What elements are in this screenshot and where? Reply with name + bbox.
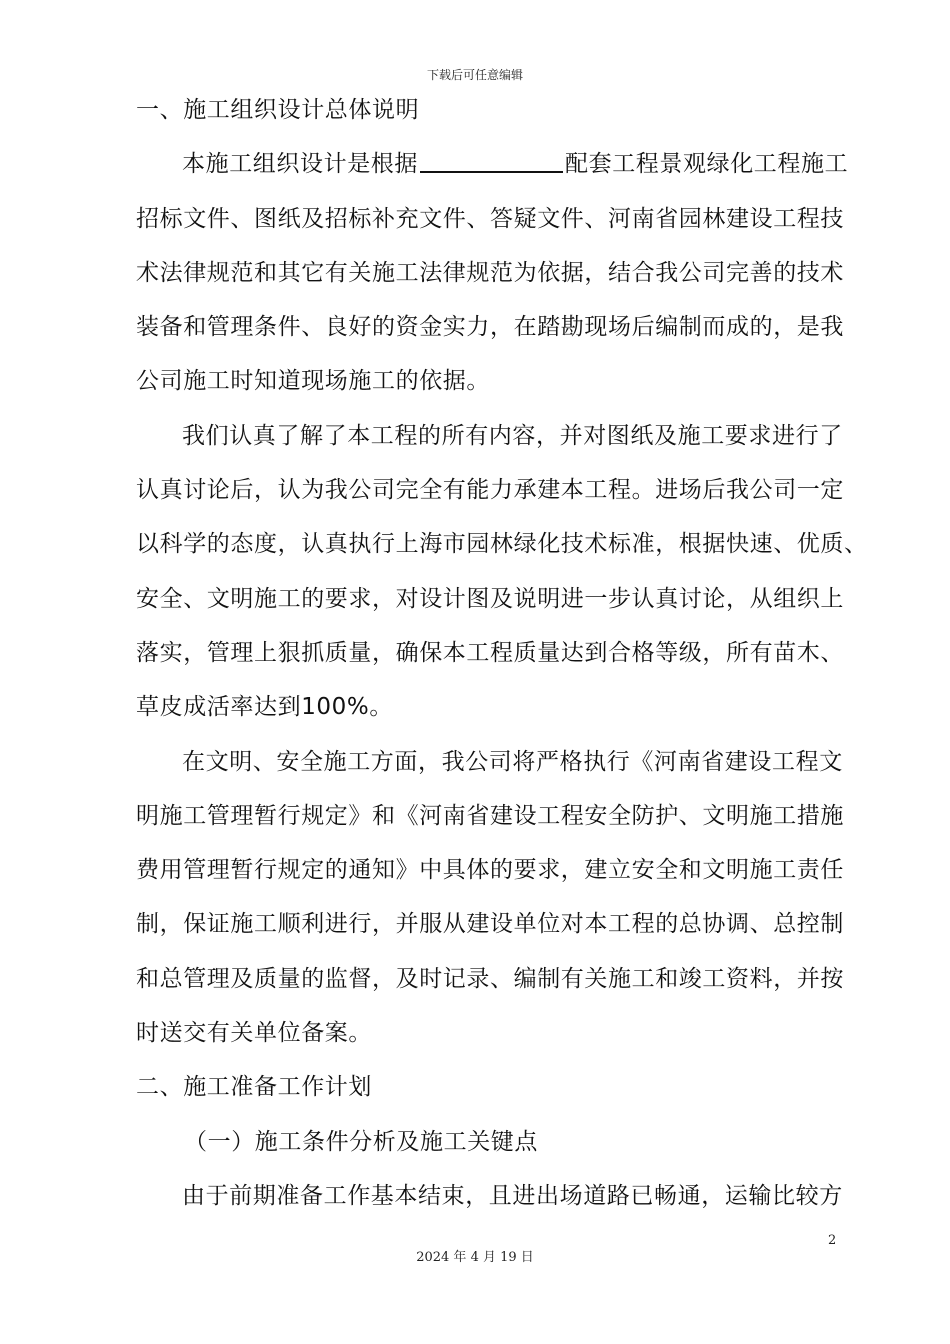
page-number: 2: [828, 1233, 837, 1248]
paragraph-line: 费用管理暂行规定的通知》中具体的要求，建立安全和文明施工责任: [136, 857, 844, 884]
paragraph-line: 和总管理及质量的监督，及时记录、编制有关施工和竣工资料，并按: [136, 965, 844, 992]
paragraph-line: 以科学的态度，认真执行上海市园林绿化技术标准，根据快速、优质、: [136, 531, 868, 558]
paragraph-line: 在文明、安全施工方面，我公司将严格执行《河南省建设工程文: [182, 748, 843, 775]
document-body: [136, 83, 868, 1223]
paragraph-line: [136, 137, 850, 191]
paragraph-line: 招标文件、图纸及招标补充文件、答疑文件、河南省园林建设工程技: [136, 205, 844, 232]
subsection-heading: （一）施工条件分析及施工关键点: [184, 1128, 538, 1155]
paragraph-line: 装备和管理条件、良好的资金实力，在踏勘现场后编制而成的，是我: [136, 314, 844, 341]
paragraph-line: 草皮成活率达到100%。: [136, 694, 393, 721]
fill-in-blank: [420, 145, 563, 173]
section-heading-2: 二、施工准备工作计划: [136, 1074, 372, 1101]
paragraph-line: 制，保证施工顺利进行，并服从建设单位对本工程的总协调、总控制: [136, 911, 844, 938]
paragraph-line: 落实，管理上狠抓质量，确保本工程质量达到合格等级，所有苗木、: [136, 639, 844, 666]
paragraph-line: 我们认真了解了本工程的所有内容，并对图纸及施工要求进行了: [182, 422, 843, 449]
paragraph-line: 由于前期准备工作基本结束，且进出场道路已畅通，运输比较方: [182, 1182, 843, 1209]
header-note: 下载后可任意编辑: [426, 68, 523, 82]
paragraph-text: 本施工组织设计是根据: [182, 151, 418, 178]
footer-date: 2024 年 4 月 19 日: [416, 1250, 534, 1265]
section-heading-1: 一、施工组织设计总体说明: [136, 97, 420, 123]
paragraph-line: 术法律规范和其它有关施工法律规范为依据，结合我公司完善的技术: [136, 259, 844, 286]
paragraph-line: 明施工管理暂行规定》和《河南省建设工程安全防护、文明施工措施: [136, 802, 844, 829]
paragraph-line: 认真讨论后，认为我公司完全有能力承建本工程。进场后我公司一定: [136, 477, 844, 504]
paragraph-line: 安全、文明施工的要求，对设计图及说明进一步认真讨论，从组织上: [136, 585, 844, 612]
paragraph-line: 公司施工时知道现场施工的依据。: [136, 368, 490, 395]
paragraph-line: 时送交有关单位备案。: [136, 1020, 372, 1047]
paragraph-text: 配套工程景观绿化工程施工: [565, 151, 849, 178]
